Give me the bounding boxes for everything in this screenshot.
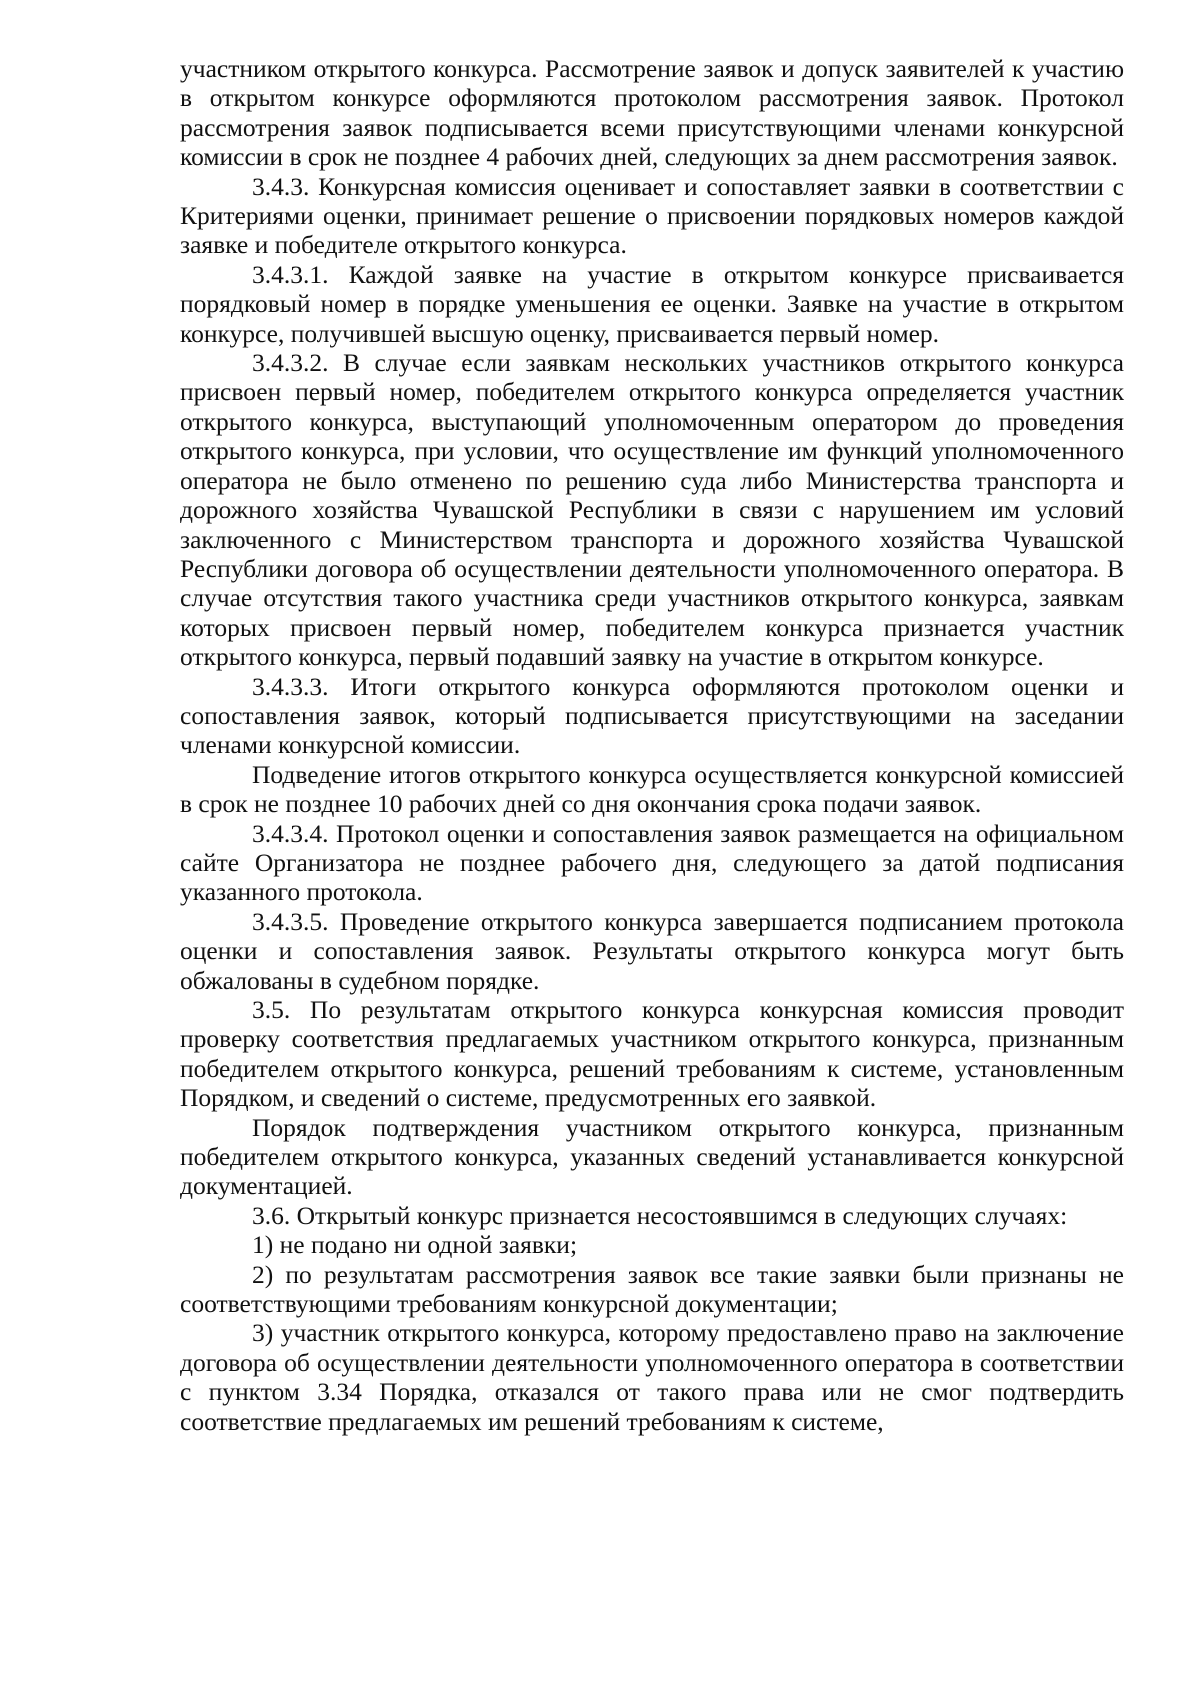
document-page bbox=[180, 54, 1124, 1436]
list-item-1: 1) не подано ни одной заявки; bbox=[252, 1230, 578, 1260]
paragraph-3-4-3-5: 3.4.3.5. Проведение открытого конкурса завершается подписанием протокола оценки и сопоставления заявок. Результаты открытого конкурса могут быть обжалованы в судебном порядке. bbox=[180, 906, 1124, 995]
list-item-2: 2) по результатам рассмотрения заявок все такие заявки были признаны не соответствующими требованиям конкурсной документации; bbox=[180, 1259, 1124, 1319]
paragraph-continuation: участником открытого конкурса. Рассмотрение заявок и допуск заявителей к участию в открытом конкурсе оформляются протоколом рассмотрения заявок. Протокол рассмотрения заявок подписывается всеми присутствующими членами конкурсной комиссии в срок не позднее 4 рабочих дней, следующих за днем рассмотрения заявок. bbox=[180, 54, 1124, 172]
list-item-3: 3) участник открытого конкурса, которому предоставлено право на заключение договора об осуществлении деятельности уполномоченного оператора в соответствии с пунктом 3.34 Порядка, отказался от такого права или не смог подтвердить соответствие предлагаемых им решений требованиям к системе, bbox=[180, 1318, 1124, 1436]
paragraph-confirmation-procedure: Порядок подтверждения участником открытого конкурса, признанным победителем открытого конкурса, указанных сведений устанавливается конкурсной документацией. bbox=[180, 1112, 1124, 1201]
paragraph-3-4-3-3: 3.4.3.3. Итоги открытого конкурса оформляются протоколом оценки и сопоставления заявок, который подписывается присутствующими на заседании членами конкурсной комиссии. bbox=[180, 671, 1124, 760]
paragraph-3-5: 3.5. По результатам открытого конкурса конкурсная комиссия проводит проверку соответствия предлагаемых участником открытого конкурса, признанным победителем открытого конкурса, решений требованиям к системе, установленным Порядком, и сведений о системе, предусмотренных его заявкой. bbox=[180, 995, 1124, 1113]
paragraph-3-4-3-2: 3.4.3.2. В случае если заявкам нескольких участников открытого конкурса присвоен первый номер, победителем открытого конкурса определяется участник открытого конкурса, выступающий уполномоченным оператором до проведения открытого конкурса, при условии, что осуществление им функций уполномоченного оператора не было отменено по решению суда либо Министерства транспорта и дорожного хозяйства Чувашской Республики в связи с нарушением им условий заключенного с Министерством транспорта и дорожного хозяйства Чувашской Республики договора об осуществлении деятельности уполномоченного оператора. В случае отсутствия такого участника среди участников открытого конкурса, заявкам которых присвоен первый номер, победителем конкурса признается участник открытого конкурса, первый подавший заявку на участие в открытом конкурсе. bbox=[180, 348, 1124, 672]
paragraph-3-6: 3.6. Открытый конкурс признается несостоявшимся в следующих случаях: bbox=[252, 1200, 1068, 1230]
paragraph-3-4-3-4: 3.4.3.4. Протокол оценки и сопоставления заявок размещается на официальном сайте Организатора не позднее рабочего дня, следующего за датой подписания указанного протокола. bbox=[180, 818, 1124, 907]
paragraph-3-4-3: 3.4.3. Конкурсная комиссия оценивает и сопоставляет заявки в соответствии с Критериями оценки, принимает решение о присвоении порядковых номеров каждой заявке и победителе открытого конкурса. bbox=[180, 171, 1124, 260]
paragraph-summary-deadline: Подведение итогов открытого конкурса осуществляется конкурсной комиссией в срок не позднее 10 рабочих дней со дня окончания срока подачи заявок. bbox=[180, 759, 1124, 819]
paragraph-3-4-3-1: 3.4.3.1. Каждой заявке на участие в открытом конкурсе присваивается порядковый номер в порядке уменьшения ее оценки. Заявке на участие в открытом конкурсе, получившей высшую оценку, присваивается первый номер. bbox=[180, 259, 1124, 348]
